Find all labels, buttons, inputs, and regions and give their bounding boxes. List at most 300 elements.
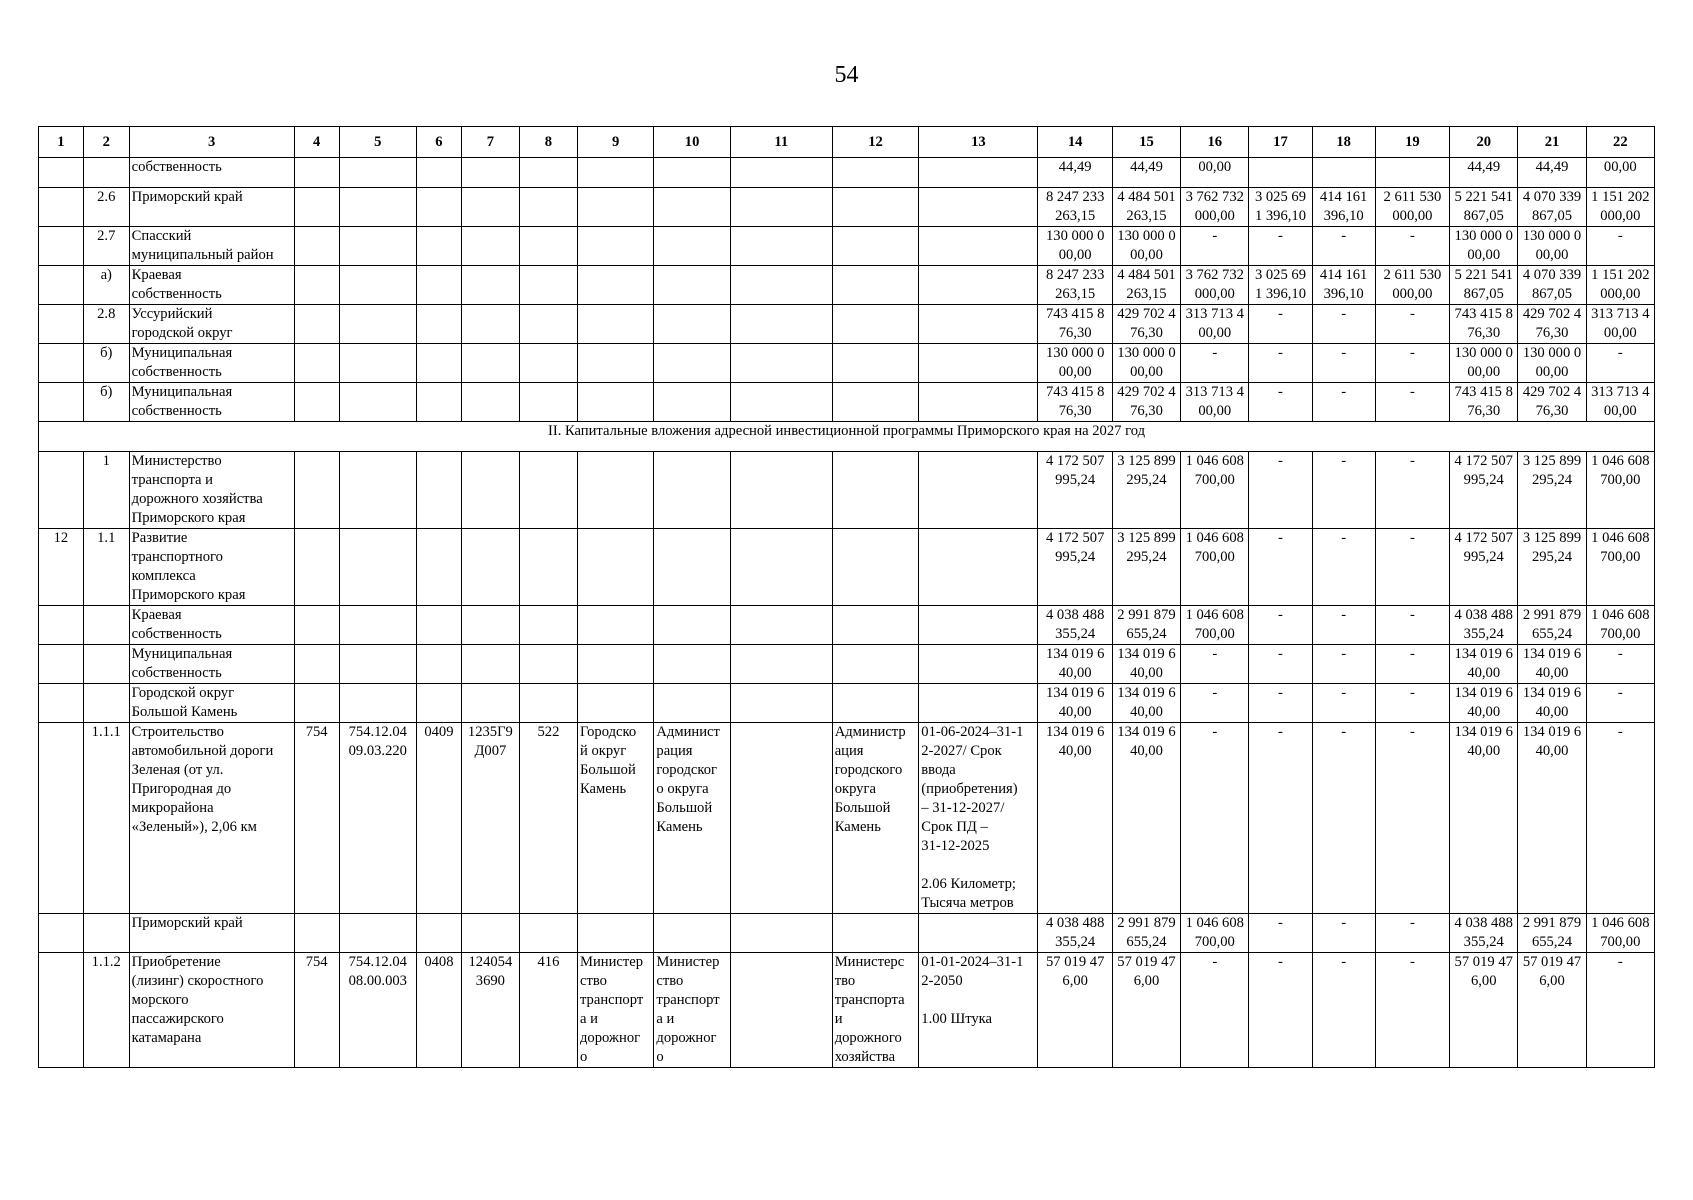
header-cell: 16 [1181, 127, 1249, 158]
cell-line: 313 713 4 [1185, 306, 1244, 322]
cell-line: 4 070 339 [1522, 189, 1582, 205]
table-cell-c11 [730, 953, 832, 1068]
cell-line: 134 019 6 [1045, 685, 1105, 701]
table-cell-c10 [654, 606, 730, 645]
table-cell-c7 [461, 158, 519, 188]
table-cell-c6 [417, 383, 462, 422]
table-cell-c20 [1450, 953, 1518, 1068]
table-cell-c6 [417, 529, 462, 606]
cell-line: 754.12.04 [348, 954, 407, 970]
cell-line: 130 000 0 [1117, 228, 1176, 244]
table-row [39, 344, 1655, 383]
cell-line: 6,00 [1539, 973, 1565, 989]
cell-line: 76,30 [1058, 403, 1092, 419]
table-cell-c20 [1450, 645, 1518, 684]
header-cell: 3 [129, 127, 294, 158]
cell-line: 00,00 [1130, 364, 1163, 380]
cell-line: - [1341, 954, 1347, 970]
cell-line: 6,00 [1470, 973, 1497, 989]
table-row [39, 684, 1655, 723]
cell-line: - [1341, 724, 1347, 740]
cell-line: 00,00 [1603, 403, 1637, 419]
cell-line: (лизинг) скоростного [131, 973, 264, 989]
cell-line: 1 046 608 [1591, 453, 1650, 469]
table-cell-c6 [417, 158, 462, 188]
table-cell-c2: 1.1 [83, 529, 129, 606]
cell-line: - [1212, 345, 1218, 361]
cell-line: - [1212, 646, 1218, 662]
table-cell-c2: б) [83, 344, 129, 383]
cell-line: 4 172 507 [1045, 530, 1105, 546]
table-cell-c3 [129, 266, 294, 305]
table-cell-c9 [577, 914, 653, 953]
cell-line: 429 702 4 [1117, 306, 1176, 322]
cell-line: 700,00 [1194, 934, 1235, 950]
cell-line: и [834, 1011, 843, 1027]
table-cell-c22 [1586, 188, 1654, 227]
table-cell-c19 [1375, 684, 1449, 723]
table-cell-c4 [294, 645, 339, 684]
table-cell-c3 [129, 529, 294, 606]
table-cell-c4: 754 [294, 953, 339, 1068]
page-number: 54 [834, 62, 859, 88]
cell-line: 00,00 [1058, 364, 1092, 380]
cell-line: 700,00 [1600, 934, 1641, 950]
cell-line: 76,30 [1535, 403, 1569, 419]
table-cell-c1 [39, 684, 84, 723]
table-cell-c9 [577, 645, 653, 684]
cell-line: 130 000 0 [1045, 228, 1105, 244]
table-cell-c4 [294, 227, 339, 266]
table-cell-c16 [1181, 383, 1249, 422]
table-cell-c16 [1181, 158, 1249, 188]
table-cell-c21 [1518, 606, 1586, 645]
table-cell-c11 [730, 645, 832, 684]
cell-line: Городской округ [131, 685, 235, 701]
cell-line: 40,00 [1130, 704, 1163, 720]
table-cell-c19 [1375, 344, 1449, 383]
header-cell: 12 [832, 127, 919, 158]
cell-line: Министерс [834, 954, 905, 970]
cell-line: городской округ [131, 325, 233, 341]
table-cell-c12 [832, 645, 919, 684]
cell-line: - [1409, 685, 1415, 701]
cell-line: 3 025 69 [1254, 267, 1307, 283]
cell-line: 1 046 608 [1185, 530, 1244, 546]
table-cell-c10 [654, 914, 730, 953]
table-cell-c20 [1450, 158, 1518, 188]
cell-line: 00,00 [1467, 247, 1501, 263]
cell-line: 655,24 [1531, 626, 1573, 642]
table-cell-c20 [1450, 529, 1518, 606]
cell-line: 000,00 [1392, 286, 1433, 302]
table-cell-c18 [1312, 227, 1375, 266]
table-cell-c14 [1038, 188, 1112, 227]
table-cell-c19 [1375, 383, 1449, 422]
cell-line: 396,10 [1323, 208, 1364, 224]
cell-line: 295,24 [1531, 549, 1573, 565]
table-cell-c17 [1249, 266, 1312, 305]
cell-line: 867,05 [1531, 208, 1573, 224]
table-cell-c15 [1112, 344, 1180, 383]
cell-line: собственность [131, 665, 222, 681]
cell-line: 313 713 4 [1591, 306, 1650, 322]
cell-line: - [1409, 915, 1415, 931]
cell-line: 700,00 [1194, 549, 1235, 565]
table-cell-c20 [1450, 266, 1518, 305]
cell-line: Муниципальная [131, 384, 233, 400]
table-cell-c10 [654, 723, 730, 914]
cell-line: - [1341, 306, 1347, 322]
cell-line: 4 172 507 [1045, 453, 1105, 469]
table-cell-c16 [1181, 227, 1249, 266]
cell-line: 5 221 541 [1454, 189, 1513, 205]
table-row [39, 953, 1655, 1068]
cell-line: 4 484 501 [1117, 267, 1176, 283]
table-cell-c5 [339, 188, 416, 227]
table-cell-c6 [417, 344, 462, 383]
cell-line: 130 000 0 [1045, 345, 1105, 361]
cell-line: 655,24 [1531, 934, 1573, 950]
table-cell-c3 [129, 158, 294, 188]
cell-line: рация [656, 743, 693, 759]
table-cell-c19 [1375, 914, 1449, 953]
cell-line: округа [834, 781, 876, 797]
cell-line: - [1278, 345, 1283, 361]
table-cell-c19 [1375, 452, 1449, 529]
cell-line: Администр [834, 724, 906, 740]
cell-line: 3 125 899 [1117, 453, 1176, 469]
cell-line: Большой [834, 800, 891, 816]
table-cell-c9 [577, 953, 653, 1068]
cell-line: 1 046 608 [1185, 453, 1244, 469]
cell-line: 700,00 [1600, 626, 1641, 642]
cell-line: й округ [579, 743, 627, 759]
header-cell: 8 [519, 127, 577, 158]
table-cell-c6 [417, 266, 462, 305]
cell-line: 3 125 899 [1522, 453, 1582, 469]
table-cell-c13 [919, 188, 1038, 227]
table-cell-c13 [919, 606, 1038, 645]
table-cell-c3 [129, 684, 294, 723]
cell-line: - [1212, 724, 1218, 740]
table-cell-c6 [417, 452, 462, 529]
cell-line: 429 702 4 [1522, 384, 1582, 400]
table-cell-c7 [461, 227, 519, 266]
cell-line: 44,49 [1130, 159, 1163, 175]
cell-line: - [1617, 724, 1623, 740]
table-cell-c10 [654, 344, 730, 383]
table-cell-c2: 1.1.1 [83, 723, 129, 914]
table-cell-c15 [1112, 158, 1180, 188]
cell-line: 2 991 879 [1117, 915, 1176, 931]
cell-line: 355,24 [1055, 626, 1096, 642]
cell-line: автомобильной дороги [131, 743, 274, 759]
table-cell-c19 [1375, 266, 1449, 305]
table-cell-c4 [294, 158, 339, 188]
table-cell-c3 [129, 383, 294, 422]
cell-line: 295,24 [1531, 472, 1573, 488]
table-cell-c17 [1249, 606, 1312, 645]
cell-line: – 31-12-2027/ [921, 800, 1005, 816]
cell-line: 355,24 [1055, 934, 1096, 950]
cell-line: 8 247 233 [1045, 189, 1105, 205]
cell-line: 00,00 [1603, 325, 1637, 341]
table-cell-c12 [832, 914, 919, 953]
cell-line: городского [834, 762, 903, 778]
cell-line: 76,30 [1467, 403, 1501, 419]
cell-line: - [1341, 384, 1347, 400]
cell-line: - [1278, 607, 1283, 623]
cell-line: 76,30 [1467, 325, 1501, 341]
cell-line: Спасский [131, 228, 192, 244]
table-cell-c18 [1312, 684, 1375, 723]
table-cell-c9 [577, 452, 653, 529]
table-cell-c14 [1038, 227, 1112, 266]
cell-line: 313 713 4 [1591, 384, 1650, 400]
header-cell: 6 [417, 127, 462, 158]
cell-line: - [1278, 915, 1283, 931]
cell-line: 76,30 [1130, 325, 1163, 341]
cell-line: 2-2050 [921, 973, 963, 989]
table-cell-c16 [1181, 344, 1249, 383]
cell-line: - [1212, 954, 1218, 970]
table-cell-c18 [1312, 606, 1375, 645]
table-cell-c12 [832, 383, 919, 422]
cell-line: 396,10 [1323, 286, 1364, 302]
cell-line: Большой [656, 800, 713, 816]
cell-line: 134 019 6 [1522, 724, 1582, 740]
cell-line: 134 019 6 [1454, 685, 1513, 701]
table-cell-c22 [1586, 953, 1654, 1068]
cell-line: Камень [834, 819, 881, 835]
cell-line: - [1341, 453, 1347, 469]
header-cell: 5 [339, 127, 416, 158]
header-row [39, 127, 1655, 158]
cell-line: 429 702 4 [1117, 384, 1176, 400]
cell-line: - [1409, 530, 1415, 546]
table-cell-c20 [1450, 227, 1518, 266]
cell-line: 355,24 [1463, 626, 1504, 642]
cell-line: Городско [579, 724, 637, 740]
table-cell-c4 [294, 266, 339, 305]
cell-line: микрорайона [131, 800, 214, 816]
table-cell-c4 [294, 684, 339, 723]
cell-line: 4 172 507 [1454, 530, 1513, 546]
cell-line: 3 762 732 [1185, 267, 1244, 283]
cell-line: 655,24 [1126, 934, 1167, 950]
cell-line: катамарана [131, 1030, 202, 1046]
table-cell-c13 [919, 344, 1038, 383]
table-cell-c9 [577, 158, 653, 188]
cell-line: 000,00 [1194, 208, 1235, 224]
table-cell-c22 [1586, 684, 1654, 723]
table-cell-c5 [339, 266, 416, 305]
cell-line: 40,00 [1467, 704, 1501, 720]
cell-line: 1 046 608 [1185, 607, 1244, 623]
cell-line: 743 415 8 [1454, 306, 1513, 322]
table-cell-c21 [1518, 953, 1586, 1068]
table-cell-c18 [1312, 723, 1375, 914]
cell-line: - [1278, 384, 1283, 400]
cell-line: 743 415 8 [1045, 384, 1105, 400]
cell-line: Уссурийский [131, 306, 213, 322]
table-cell-c14 [1038, 344, 1112, 383]
cell-line: 00,00 [1535, 364, 1569, 380]
table-cell-c9 [577, 723, 653, 914]
table-cell-c15 [1112, 684, 1180, 723]
cell-line: дорожного хозяйства [131, 491, 263, 507]
cell-line: транспорт [579, 992, 644, 1008]
cell-line: городског [656, 762, 718, 778]
cell-line: - [1341, 345, 1347, 361]
table-cell-c12 [832, 684, 919, 723]
cell-line: 754.12.04 [348, 724, 407, 740]
table-cell-c16 [1181, 266, 1249, 305]
cell-line: - [1409, 306, 1415, 322]
table-cell-c8: 522 [519, 723, 577, 914]
table-cell-c12 [832, 606, 919, 645]
table-row [39, 723, 1655, 914]
table-cell-c17 [1249, 529, 1312, 606]
cell-line: 743 415 8 [1045, 306, 1105, 322]
table-cell-c7 [461, 645, 519, 684]
table-cell-c16 [1181, 914, 1249, 953]
table-cell-c3 [129, 645, 294, 684]
header-cell: 18 [1312, 127, 1375, 158]
table-cell-c6 [417, 188, 462, 227]
table-cell-c22 [1586, 914, 1654, 953]
cell-line: 40,00 [1467, 743, 1501, 759]
cell-line: 8 247 233 [1045, 267, 1105, 283]
table-cell-c19 [1375, 305, 1449, 344]
table-cell-c22 [1586, 383, 1654, 422]
table-cell-c11 [730, 305, 832, 344]
table-cell-c2 [83, 914, 129, 953]
table-cell-c4 [294, 452, 339, 529]
table-cell-c15 [1112, 953, 1180, 1068]
cell-line: Приморский край [131, 915, 243, 931]
table-row [39, 645, 1655, 684]
cell-line: 995,24 [1055, 472, 1096, 488]
table-cell-c18 [1312, 188, 1375, 227]
table-cell-c14 [1038, 914, 1112, 953]
cell-line: 995,24 [1463, 472, 1504, 488]
cell-line: 000,00 [1194, 286, 1235, 302]
table-cell-c19 [1375, 188, 1449, 227]
cell-line: 76,30 [1535, 325, 1569, 341]
table-cell-c3 [129, 305, 294, 344]
cell-line: - [1409, 724, 1415, 740]
table-cell-c5 [339, 158, 416, 188]
table-cell-c13 [919, 227, 1038, 266]
cell-line: 40,00 [1058, 665, 1092, 681]
cell-line: - [1617, 345, 1623, 361]
cell-line: собственность [131, 159, 222, 175]
table-cell-c6 [417, 645, 462, 684]
table-cell-c21 [1518, 914, 1586, 953]
table-cell-c3 [129, 188, 294, 227]
cell-line: - [1341, 530, 1347, 546]
table-cell-c8 [519, 344, 577, 383]
cell-line: 3690 [475, 973, 505, 989]
table-cell-c9 [577, 227, 653, 266]
cell-line: 2 991 879 [1522, 915, 1582, 931]
table-cell-c12 [832, 529, 919, 606]
cell-line: Приморского края [131, 587, 246, 603]
table-cell-c17 [1249, 645, 1312, 684]
table-cell-c20 [1450, 914, 1518, 953]
table-cell-c11 [730, 452, 832, 529]
table-cell-c21 [1518, 227, 1586, 266]
table-cell-c12 [832, 344, 919, 383]
table-cell-c15 [1112, 723, 1180, 914]
table-cell-c5 [339, 452, 416, 529]
table-cell-c6 [417, 684, 462, 723]
table-cell-c4 [294, 914, 339, 953]
table-cell-c3 [129, 914, 294, 953]
cell-line: Строительство [131, 724, 224, 740]
cell-line: - [1278, 306, 1283, 322]
cell-line [921, 991, 1035, 1010]
table-row [39, 305, 1655, 344]
cell-line: 76,30 [1058, 325, 1092, 341]
cell-line: тво [834, 973, 856, 989]
table-cell-c10 [654, 158, 730, 188]
header-cell: 9 [577, 127, 653, 158]
cell-line: 40,00 [1130, 743, 1163, 759]
cell-line: 134 019 6 [1522, 685, 1582, 701]
cell-line: 414 161 [1319, 267, 1368, 283]
cell-line: Камень [579, 781, 627, 797]
cell-line: «Зеленый»), 2,06 км [131, 819, 257, 835]
table-cell-c3 [129, 606, 294, 645]
cell-line: - [1212, 228, 1218, 244]
cell-line: 3 125 899 [1117, 530, 1176, 546]
cell-line: транспорта и [131, 472, 213, 488]
cell-line: 263,15 [1126, 208, 1167, 224]
cell-line: 4 484 501 [1117, 189, 1176, 205]
cell-line: Камень [656, 819, 703, 835]
table-cell-c13 [919, 684, 1038, 723]
cell-line: 2.06 Километр; [921, 876, 1016, 892]
table-cell-c10 [654, 645, 730, 684]
table-cell-c8 [519, 227, 577, 266]
cell-line: 1235Г9 [467, 724, 513, 740]
table-cell-c2 [83, 645, 129, 684]
table-cell-c14 [1038, 529, 1112, 606]
cell-line: муниципальный район [131, 247, 274, 263]
cell-line: 01-06-2024–31-1 [921, 724, 1024, 740]
table-cell-c22 [1586, 645, 1654, 684]
cell-line: 134 019 6 [1117, 724, 1176, 740]
table-cell-c11 [730, 684, 832, 723]
table-cell-c5 [339, 684, 416, 723]
cell-line: (приобретения) [921, 781, 1018, 797]
header-cell: 4 [294, 127, 339, 158]
table-cell-c11 [730, 227, 832, 266]
cell-line: 995,24 [1055, 549, 1096, 565]
table-cell-c7 [461, 344, 519, 383]
table-cell-c5 [339, 953, 416, 1068]
cell-line: дорожног [656, 1030, 717, 1046]
table-row [39, 227, 1655, 266]
table-cell-c2: 1.1.2 [83, 953, 129, 1068]
cell-line: 40,00 [1130, 665, 1163, 681]
cell-line: Большой Камень [131, 704, 238, 720]
header-cell: 22 [1586, 127, 1654, 158]
table-cell-c13 [919, 305, 1038, 344]
